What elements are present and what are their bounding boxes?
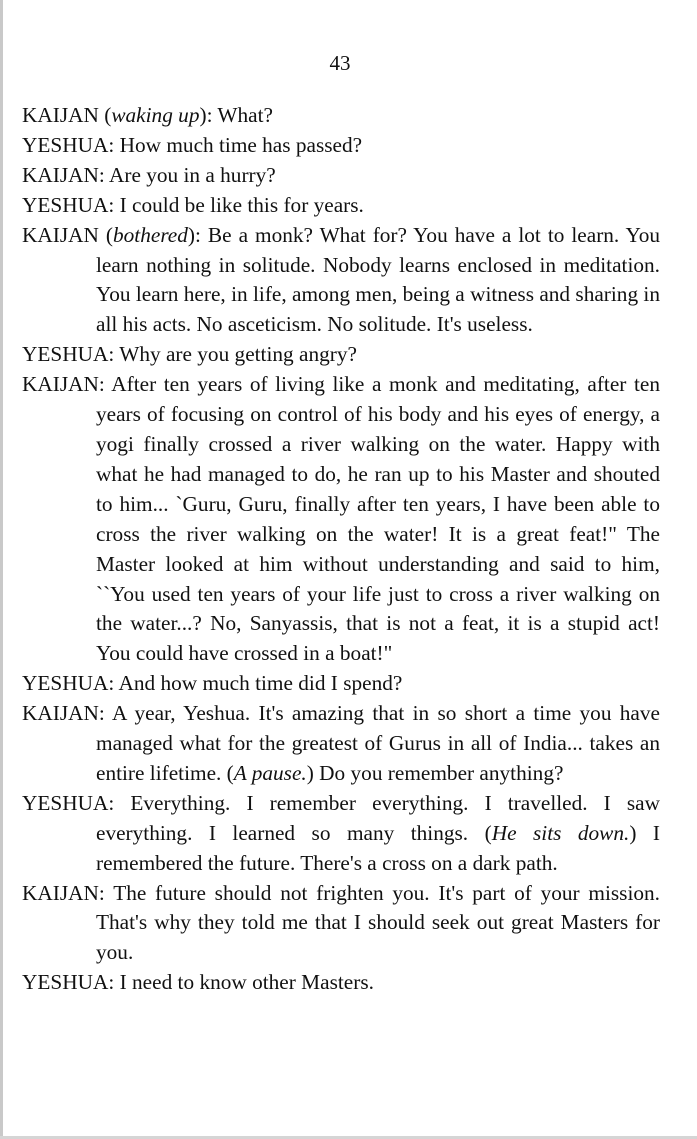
- speaker-name: KAIJAN: [22, 222, 99, 247]
- page-left-edge: [0, 0, 3, 1139]
- dialogue-entry: [22, 879, 660, 969]
- speaker-name: KAIJAN: [22, 103, 99, 127]
- dialogue-text: ) I remembered the future. There's a cross on a dark path.: [96, 820, 660, 875]
- dialogue-entry: [22, 161, 660, 191]
- speaker-name: YESHUA: [22, 790, 109, 815]
- speaker-name: KAIJAN: [22, 880, 99, 905]
- dialogue-entry: [22, 699, 660, 789]
- dialogue-text: : How much time has passed?: [108, 132, 363, 157]
- dialogue-text: : The future should not frighten you. It's part of your mission. That's why they told me that I should seek out great Masters for you.: [96, 880, 660, 965]
- speaker-name: KAIJAN: [22, 372, 99, 397]
- dialogue-text: : Are you in a hurry?: [98, 162, 276, 187]
- speaker-name: YESHUA: [22, 192, 109, 217]
- dialogue-entry: [22, 221, 660, 341]
- speaker-name: YESHUA: [22, 342, 109, 367]
- dialogue-text: : After ten years of living like a monk and meditating, after ten years of focusing on control of his body and his eyes of energy, a yogi finally crossed a river walking on the water. Happy with what he had managed to do, he ran up to his Master and shouted to him... `Guru, Guru, finally after ten years, I have been able to cross the river walking on the water! It is a great feat!" The Master looked at him without understanding and said to him, ``You used ten years of your life just to cross a river walking on the water...? No, Sanyassis, that is not a feat, it is a stupid act! You could have crossed in a boat!": [96, 372, 660, 666]
- dialogue-entry: [22, 968, 660, 998]
- stage-direction: He sits down.: [491, 820, 630, 845]
- dialogue-text: : I could be like this for years.: [108, 192, 364, 217]
- dialogue-entry: [22, 131, 660, 161]
- dialogue-text: ): Be a monk? What for? You have a lot to learn. You learn nothing in solitude. Nobody learns enclosed in meditation. You learn here, in life, among men, being a witness and sharing in all his acts. No asceticism. No solitude. It's useless.: [96, 222, 661, 337]
- dialogue-text: : And how much time did I spend?: [108, 671, 403, 696]
- dialogue-text: : I need to know other Masters.: [108, 970, 374, 995]
- speaker-name: KAIJAN: [22, 701, 99, 726]
- speaker-name: KAIJAN: [22, 162, 99, 187]
- dialogue-text: (: [98, 103, 112, 127]
- speaker-name: YESHUA: [22, 132, 109, 157]
- dialogue-entry: [22, 340, 660, 370]
- dialogue-entry: [22, 789, 660, 879]
- dialogue-text: : A year, Yeshua. It's amazing that in so short a time you have managed what for the greatest of Gurus in all of India... takes an entire lifetime. (: [96, 701, 660, 785]
- dialogue-text: (: [98, 222, 113, 247]
- speaker-name: YESHUA: [22, 970, 109, 995]
- stage-direction: waking up: [111, 103, 200, 127]
- dialogue-entry: [22, 669, 660, 699]
- speaker-name: YESHUA: [22, 671, 109, 696]
- dialogue-entry: [22, 101, 660, 131]
- script-body: [22, 101, 660, 998]
- stage-direction: A pause.: [233, 760, 307, 785]
- dialogue-entry: [22, 191, 660, 221]
- dialogue-text: ): What?: [199, 103, 274, 127]
- dialogue-text: : Why are you getting angry?: [108, 342, 357, 367]
- dialogue-text: : Everything. I remember everything. I travelled. I saw everything. I learned so many things. (: [96, 790, 660, 845]
- dialogue-text: ) Do you remember anything?: [306, 760, 564, 785]
- page-number: 43: [329, 51, 351, 75]
- stage-direction: bothered: [113, 222, 188, 247]
- dialogue-entry: [22, 370, 660, 669]
